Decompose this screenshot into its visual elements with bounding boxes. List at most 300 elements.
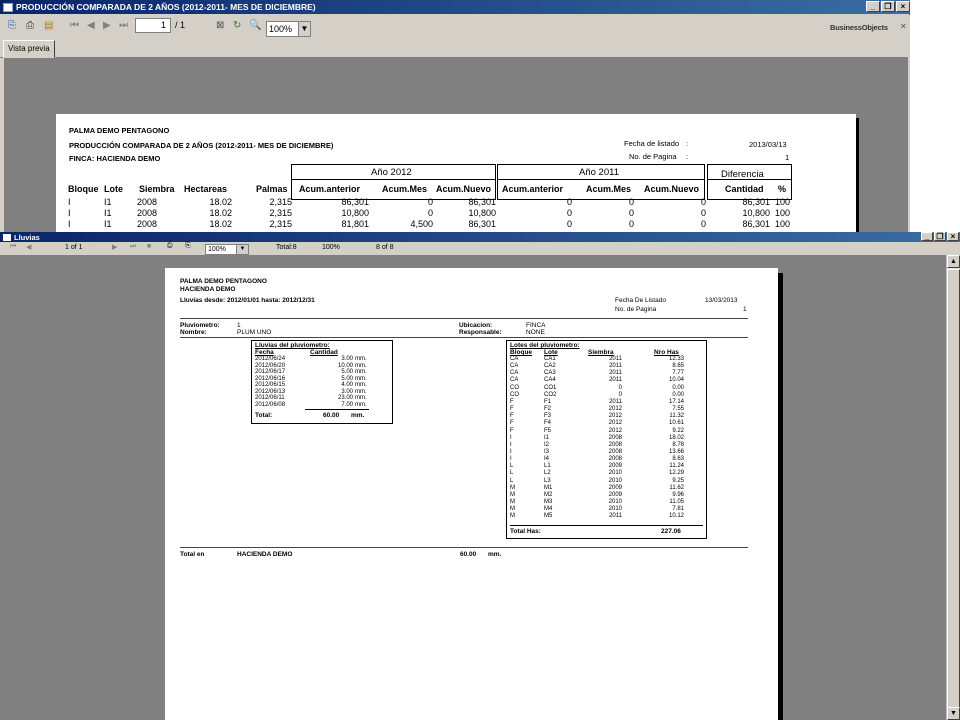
lote-siembra: 2011 — [609, 356, 622, 362]
lote-siembra: 2009 — [608, 463, 622, 470]
lote-lote: L1 — [544, 463, 551, 470]
lote-nro-has: 17.14 — [668, 398, 684, 405]
report-title: PRODUCCIÓN COMPARADA DE 2 AÑOS (2012-2011- MES DE DICIEMBRE) — [69, 141, 334, 150]
lote-row — [510, 356, 705, 363]
lote-bloque: M — [510, 506, 515, 513]
stop-icon[interactable]: ■ — [147, 243, 152, 250]
lote-bloque: F — [510, 406, 514, 413]
cell-hectareas: 18.02 — [209, 219, 232, 229]
cell-acum-anterior-2012: 10,800 — [341, 208, 369, 218]
col-acum-nuevo-2011: Acum.Nuevo — [644, 184, 700, 194]
lluvias-total-rule — [305, 409, 369, 410]
cell-siembra: 2008 — [137, 208, 158, 218]
group-2012-divider — [291, 179, 496, 180]
lote-siembra: 2012 — [608, 406, 622, 413]
lote-row — [510, 428, 705, 435]
lotes-col-lote: Lote — [544, 349, 558, 356]
lote-lote: CO2 — [544, 391, 557, 398]
lote-bloque: M — [510, 491, 515, 498]
businessobjects-logo: BusinessObjects — [830, 23, 888, 32]
page-input[interactable]: 1 — [135, 18, 171, 33]
lote-row — [510, 463, 705, 470]
report-workspace — [0, 255, 946, 720]
cell-acum-mes-2011: 0 — [628, 208, 634, 218]
lluvias-total-label: Total: — [255, 412, 273, 419]
page-total: / 1 — [175, 20, 186, 30]
lote-nro-has: 10.04 — [668, 377, 684, 384]
lote-nro-has: 8.78 — [672, 441, 684, 448]
lluvia-cantidad: 23.00 — [337, 395, 353, 401]
cell-lote: I1 — [104, 208, 112, 218]
lluvia-cantidad: 3.00 — [341, 356, 353, 362]
lluvia-fecha: 2012/06/24 — [255, 356, 286, 362]
cell-acum-anterior-2011: 0 — [566, 197, 572, 207]
lotes-col-bloque: Bloque — [510, 349, 533, 356]
lluvia-fecha: 2012/06/17 — [255, 369, 286, 375]
cell-bloque: I — [68, 219, 71, 229]
cell-siembra: 2008 — [137, 197, 158, 207]
lote-row — [510, 370, 705, 377]
lote-nro-has: 18.02 — [668, 434, 684, 441]
lote-nro-has: 10.61 — [668, 420, 684, 427]
lote-row — [510, 499, 705, 506]
lote-siembra: 2011 — [609, 377, 622, 384]
lote-row — [510, 478, 705, 485]
cell-bloque: I — [68, 197, 71, 207]
lote-siembra: 2010 — [608, 506, 622, 513]
lote-lote: I4 — [544, 456, 550, 463]
lotes-col-siembra: Siembra — [588, 349, 614, 356]
cell-acum-nuevo-2012: 86,301 — [468, 219, 496, 229]
tab-strip — [0, 38, 910, 58]
lote-nro-has: 9.25 — [672, 477, 684, 484]
last-page-icon[interactable]: ⏭ — [130, 243, 137, 250]
lote-nro-has: 0.00 — [672, 391, 684, 398]
minimize-button[interactable]: _ — [866, 1, 880, 12]
lote-siembra: 2010 — [608, 499, 622, 505]
footer-rule — [180, 547, 748, 548]
tree-icon[interactable]: ▤ — [44, 20, 54, 31]
lote-nro-has: 7.81 — [672, 506, 684, 513]
first-page-icon[interactable]: ⏮ — [10, 243, 17, 250]
window1-toolbar — [0, 15, 910, 37]
stop-icon[interactable]: ⊠ — [216, 20, 225, 31]
scroll-down-button[interactable]: ▼ — [947, 707, 960, 720]
lluvia-cantidad: 3.00 — [341, 388, 353, 395]
lote-nro-has: 9.22 — [672, 427, 684, 434]
maximize-button[interactable]: ❐ — [934, 232, 946, 241]
cell-percent: 100 — [774, 197, 790, 207]
chevron-down-icon[interactable]: ▼ — [236, 245, 248, 254]
lote-lote: F4 — [544, 420, 552, 427]
lote-lote: I1 — [544, 434, 550, 441]
lote-siembra: 2012 — [608, 413, 622, 420]
lote-row — [510, 385, 705, 392]
lluvias-total-value: 60.00 — [323, 412, 340, 419]
window-produccion — [0, 0, 910, 232]
lote-lote: M3 — [544, 499, 553, 505]
lote-row — [510, 420, 705, 427]
refresh-icon[interactable]: ↻ — [233, 20, 242, 31]
lote-siembra: 2009 — [608, 491, 622, 498]
lote-row — [510, 470, 705, 477]
lote-lote: F3 — [544, 413, 552, 420]
cell-acum-mes-2012: 4,500 — [410, 219, 433, 229]
lote-bloque: CA — [510, 363, 519, 370]
nombre-value: PLUM UNO — [237, 329, 272, 336]
zoom-select[interactable] — [266, 21, 311, 37]
cell-acum-mes-2011: 0 — [628, 219, 634, 229]
lote-siembra: 2012 — [608, 427, 622, 434]
cell-acum-mes-2012: 0 — [427, 208, 433, 218]
export-icon[interactable]: ⎘ — [185, 242, 191, 249]
lote-row — [510, 377, 705, 384]
lote-siembra: 2008 — [608, 448, 622, 455]
lote-lote: CO1 — [544, 384, 557, 391]
lote-nro-has: 9.96 — [672, 491, 684, 498]
lote-bloque: F — [510, 427, 514, 434]
cell-hectareas: 18.02 — [209, 197, 232, 207]
lote-lote: M5 — [544, 513, 553, 520]
lote-nro-has: 11.24 — [669, 463, 684, 470]
window2-toolbar — [0, 242, 960, 255]
lote-row — [510, 435, 705, 442]
window2-titlebar[interactable] — [0, 232, 960, 242]
lote-bloque: L — [510, 470, 514, 477]
lote-bloque: I — [510, 456, 512, 463]
lluvia-unit: mm. — [355, 369, 367, 375]
col-acum-mes-2011: Acum.Mes — [586, 184, 632, 194]
lluvias-title: Lluvias del pluviometro: — [255, 342, 330, 349]
lote-bloque: I — [510, 441, 512, 448]
col-acum-anterior-2012: Acum.anterior — [299, 184, 361, 194]
lote-row — [510, 442, 705, 449]
cell-palmas: 2,315 — [269, 219, 292, 229]
lote-bloque: M — [510, 513, 515, 520]
finca-label: FINCA: HACIENDA DEMO — [69, 154, 161, 163]
pagina-label: No. de Pagina — [615, 306, 657, 313]
info-rule — [180, 337, 748, 338]
cell-acum-mes-2011: 0 — [628, 197, 634, 207]
pluviometro-value: 1 — [237, 322, 241, 329]
cell-percent: 100 — [774, 208, 790, 218]
lote-siembra: 2008 — [608, 456, 622, 463]
lote-bloque: L — [510, 477, 514, 484]
report-workspace — [4, 58, 908, 232]
lote-nro-has: 7.77 — [672, 370, 684, 377]
lote-lote: M1 — [544, 484, 553, 491]
lote-row — [510, 513, 705, 520]
record-count: 8 of 8 — [376, 244, 394, 251]
lote-row — [510, 492, 705, 499]
lluvia-fecha: 2012/06/15 — [255, 382, 286, 388]
cell-acum-anterior-2011: 0 — [566, 219, 572, 229]
vertical-scrollbar[interactable] — [946, 255, 960, 720]
pagina-label: No. de Pagina — [629, 152, 677, 161]
cell-palmas: 2,315 — [269, 197, 292, 207]
lote-row — [510, 449, 705, 456]
lotes-col-nro-has: Nro Has — [654, 349, 679, 356]
next-page-icon[interactable]: ▶ — [112, 244, 118, 251]
cell-acum-nuevo-2011: 0 — [700, 219, 706, 229]
lote-row — [510, 485, 705, 492]
lote-nro-has: 12.33 — [668, 356, 684, 362]
window-lluvias — [0, 232, 960, 720]
first-page-icon[interactable]: ⏮ — [70, 20, 79, 31]
lote-nro-has: 11.32 — [669, 413, 684, 420]
col-acum-anterior-2011: Acum.anterior — [502, 184, 564, 194]
col-hectareas: Hectareas — [184, 184, 228, 194]
search-icon[interactable]: 🔍 — [249, 20, 262, 31]
cell-bloque: I — [68, 208, 71, 218]
report-page — [56, 114, 856, 232]
pagina-value: 1 — [785, 153, 790, 162]
lluvia-unit: mm. — [355, 401, 367, 408]
lote-siembra: 2011 — [609, 370, 622, 377]
lote-lote: I3 — [544, 448, 550, 455]
col-bloque: Bloque — [68, 184, 99, 194]
cell-cantidad: 86,301 — [742, 219, 770, 229]
cell-lote: I1 — [104, 197, 112, 207]
lluvia-row — [255, 402, 390, 409]
lote-bloque: CO — [510, 391, 519, 398]
zoom-value: 100% — [208, 246, 226, 253]
page-indicator: 1 of 1 — [65, 244, 83, 251]
company-name: PALMA DEMO PENTAGONO — [69, 126, 170, 135]
close-view-icon[interactable]: ✕ — [900, 22, 907, 31]
lote-row — [510, 363, 705, 370]
lote-siembra: 2010 — [608, 477, 622, 484]
lote-bloque: M — [510, 484, 515, 491]
lote-lote: M4 — [544, 506, 553, 513]
finca-name: HACIENDA DEMO — [180, 286, 236, 293]
lote-bloque: L — [510, 463, 514, 470]
app-icon — [3, 3, 13, 12]
lote-lote: F2 — [544, 406, 552, 413]
group-2011-divider — [497, 179, 705, 180]
lluvia-cantidad: 7.00 — [341, 401, 353, 408]
status-zoom: 100% — [322, 244, 340, 251]
lote-row — [510, 506, 705, 513]
col-cantidad: Cantidad — [725, 184, 764, 194]
lluvia-cantidad: 5.00 — [341, 369, 353, 375]
lluvias-col-fecha: Fecha — [255, 349, 274, 356]
lluvia-unit: mm. — [355, 382, 367, 388]
responsable-label: Responsable: — [459, 329, 502, 336]
export-icon[interactable]: ⎘ — [8, 20, 16, 31]
zoom-select[interactable] — [205, 244, 249, 255]
lotes-total-value: 227.06 — [661, 528, 681, 535]
ubicacion-value: FINCA — [526, 322, 546, 329]
app-icon — [3, 234, 11, 241]
minimize-button[interactable]: _ — [921, 232, 933, 241]
company-name: PALMA DEMO PENTAGONO — [180, 278, 267, 285]
date-range: Lluvias desde: 2012/01/01 hasta: 2012/12/31 — [180, 297, 315, 304]
lote-siembra: 0 — [618, 384, 622, 391]
fecha-colon: : — [686, 139, 689, 148]
lote-lote: I2 — [544, 441, 550, 448]
fecha-listado-value: 2013/03/13 — [749, 140, 787, 149]
lote-nro-has: 12.29 — [668, 470, 684, 477]
close-button[interactable]: × — [896, 1, 910, 12]
window1-titlebar[interactable] — [0, 0, 910, 14]
col-percent: % — [778, 184, 787, 194]
lote-lote: F5 — [544, 427, 552, 434]
lluvia-fecha: 2012/06/11 — [255, 395, 285, 401]
lluvia-fecha: 2012/06/08 — [255, 401, 286, 408]
lote-lote: CA3 — [544, 370, 556, 377]
lote-lote: L2 — [544, 470, 551, 477]
col-palmas: Palmas — [256, 184, 288, 194]
cell-acum-nuevo-2011: 0 — [700, 208, 706, 218]
footer-total-value: 60.00 — [460, 551, 477, 558]
report-page — [165, 268, 778, 720]
lote-bloque: F — [510, 398, 514, 405]
lote-row — [510, 406, 705, 413]
lote-lote: F1 — [544, 398, 552, 405]
lotes-total-label: Total Has: — [510, 528, 541, 535]
print-icon[interactable]: ⎙ — [167, 242, 173, 249]
lote-nro-has: 8.63 — [672, 456, 684, 463]
prev-page-icon[interactable]: ◀ — [26, 244, 32, 251]
lluvia-unit: mm. — [355, 356, 367, 362]
lote-nro-has: 11.05 — [669, 499, 684, 505]
lote-nro-has: 10.12 — [668, 513, 684, 520]
cell-acum-nuevo-2012: 10,800 — [468, 208, 496, 218]
lote-bloque: CA — [510, 356, 519, 362]
lote-bloque: F — [510, 413, 514, 420]
cell-palmas: 2,315 — [269, 208, 292, 218]
fecha-listado-label: Fecha de listado — [624, 139, 680, 148]
lote-siembra: 2011 — [609, 363, 622, 370]
chevron-down-icon[interactable]: ▼ — [298, 22, 310, 36]
lote-bloque: CA — [510, 377, 519, 384]
lluvia-fecha: 2012/06/20 — [255, 362, 286, 369]
lote-row — [510, 456, 705, 463]
cell-cantidad: 10,800 — [742, 208, 770, 218]
maximize-button[interactable]: ❐ — [881, 1, 895, 12]
last-page-icon[interactable]: ⏭ — [119, 20, 128, 31]
zoom-value: 100% — [269, 24, 293, 34]
scroll-up-button[interactable]: ▲ — [947, 255, 960, 268]
next-page-icon[interactable]: ▶ — [103, 20, 111, 31]
group-2012-title: Año 2012 — [371, 167, 412, 178]
lote-lote: CA2 — [544, 363, 556, 370]
footer-total-label: Total en — [180, 551, 205, 558]
responsable-value: NONE — [526, 329, 545, 336]
lote-lote: CA4 — [544, 377, 556, 384]
lote-siembra: 2012 — [608, 420, 622, 427]
lote-nro-has: 0.00 — [672, 384, 684, 391]
ubicacion-label: Ubicacion: — [459, 322, 493, 329]
lote-siembra: 2011 — [609, 513, 622, 520]
cell-cantidad: 86,301 — [742, 197, 770, 207]
lote-bloque: CA — [510, 370, 519, 377]
cell-acum-anterior-2011: 0 — [566, 208, 572, 218]
nombre-label: Nombre: — [180, 329, 207, 336]
lluvia-cantidad: 5.00 — [341, 375, 353, 382]
window1-title: PRODUCCIÓN COMPARADA DE 2 AÑOS (2012-2011- MES DE DICIEMBRE) — [16, 2, 316, 12]
cell-hectareas: 18.02 — [209, 208, 232, 218]
pluviometro-label: Pluviometro: — [180, 322, 220, 329]
lluvia-fecha: 2012/06/13 — [255, 388, 286, 395]
tab-vista-previa[interactable] — [3, 40, 55, 58]
lote-lote: M2 — [544, 491, 553, 498]
lote-bloque: I — [510, 434, 512, 441]
col-acum-mes-2012: Acum.Mes — [382, 184, 428, 194]
lote-nro-has: 11.62 — [669, 484, 684, 491]
footer-finca: HACIENDA DEMO — [237, 551, 293, 558]
cell-percent: 100 — [774, 219, 790, 229]
lote-siembra: 0 — [618, 391, 622, 398]
pagina-colon: : — [686, 152, 689, 161]
group-diff-title: Diferencia — [721, 169, 764, 180]
group-2011-title: Año 2011 — [579, 167, 619, 178]
fecha-listado-label: Fecha De Listado — [615, 297, 666, 304]
lluvias-total-unit: mm. — [351, 412, 365, 419]
fecha-listado-value: 13/03/2013 — [705, 297, 738, 304]
cell-acum-nuevo-2011: 0 — [700, 197, 706, 207]
print-icon[interactable]: ⎙ — [26, 20, 34, 31]
lluvia-unit: mm. — [355, 362, 367, 369]
lote-nro-has: 7.55 — [672, 406, 684, 413]
lote-row — [510, 392, 705, 399]
lote-siembra: 2009 — [608, 484, 622, 491]
lluvia-unit: mm. — [355, 395, 367, 401]
lote-nro-has: 13.66 — [668, 448, 684, 455]
close-button[interactable]: × — [947, 232, 959, 241]
lote-siembra: 2011 — [609, 398, 622, 405]
col-siembra: Siembra — [139, 184, 175, 194]
cell-acum-nuevo-2012: 86,301 — [468, 197, 496, 207]
lote-bloque: I — [510, 448, 512, 455]
lote-row — [510, 399, 705, 406]
cell-siembra: 2008 — [137, 219, 158, 229]
lote-siembra: 2008 — [608, 434, 622, 441]
lote-siembra: 2008 — [608, 441, 622, 448]
total-records: Total:8 — [276, 244, 297, 251]
scroll-thumb[interactable] — [947, 269, 960, 709]
lote-nro-has: 8.65 — [672, 363, 684, 370]
lote-row — [510, 413, 705, 420]
lluvia-unit: mm. — [355, 375, 367, 382]
prev-page-icon[interactable]: ◀ — [87, 20, 95, 31]
lote-lote: CA1 — [544, 356, 556, 362]
lote-bloque: CO — [510, 384, 519, 391]
lote-bloque: M — [510, 499, 515, 505]
col-lote: Lote — [104, 184, 123, 194]
footer-total-unit: mm. — [488, 551, 502, 558]
window2-title: Lluvias — [14, 232, 40, 242]
pagina-value: 1 — [743, 306, 747, 313]
tab-label: Vista previa — [8, 44, 50, 53]
cell-lote: I1 — [104, 219, 112, 229]
col-acum-nuevo-2012: Acum.Nuevo — [436, 184, 492, 194]
lote-lote: L3 — [544, 477, 551, 484]
lotes-total-rule — [510, 525, 703, 526]
header-rule — [180, 318, 748, 319]
lote-siembra: 2010 — [608, 470, 622, 477]
lote-bloque: F — [510, 420, 514, 427]
right-gray-area — [908, 15, 910, 232]
lotes-title: Lotes del pluviometro: — [510, 342, 580, 349]
lluvia-cantidad: 10.00 — [337, 362, 353, 369]
lluvia-fecha: 2012/06/16 — [255, 375, 286, 382]
cell-acum-anterior-2012: 86,301 — [341, 197, 369, 207]
lluvia-unit: mm. — [355, 388, 367, 395]
cell-acum-anterior-2012: 81,801 — [341, 219, 369, 229]
lluvia-cantidad: 4.00 — [341, 382, 353, 388]
